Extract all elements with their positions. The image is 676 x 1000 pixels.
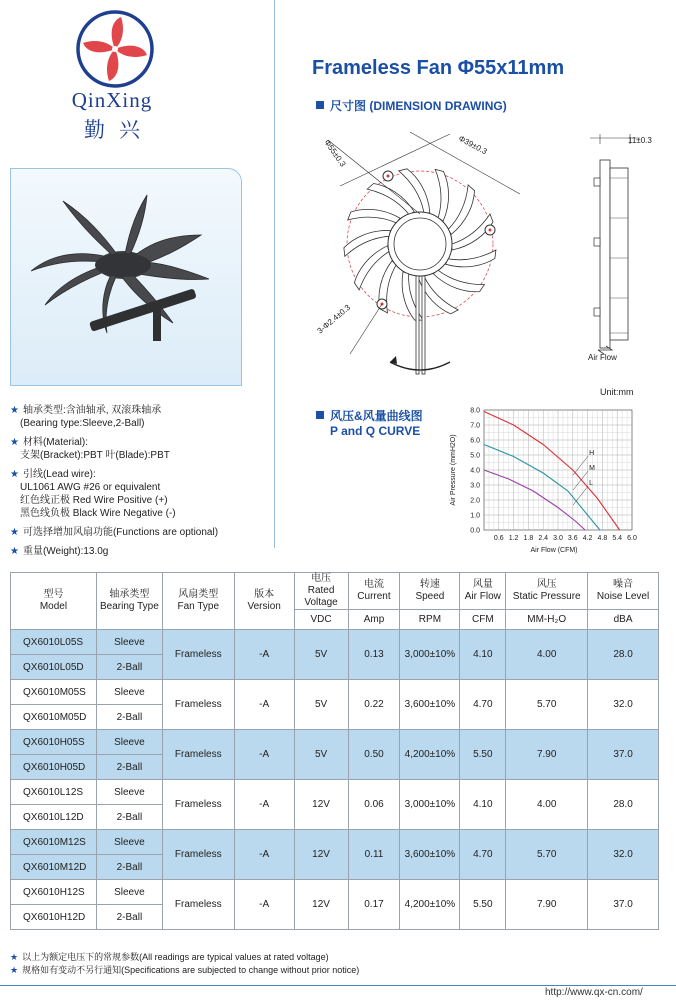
x-tick-label: 3.0	[553, 535, 563, 542]
pq-curve-chart	[446, 400, 656, 560]
star-bullet-icon: ★	[10, 469, 19, 480]
brand-name-en: QinXing	[71, 88, 153, 112]
x-tick-label: 1.2	[508, 535, 519, 542]
airflow-label: Air Flow	[588, 353, 617, 362]
spec-bearing: ★ 轴承类型:含油轴承, 双滚珠轴承 (Bearing type:Sleeve,2-Ball)	[10, 405, 162, 429]
x-tick-label: 0.6	[493, 535, 504, 542]
note-item: ★ 规格如有变动不另行通知(Specifications are subjected to change without prior notice)	[10, 965, 360, 975]
unit-label: Unit:mm	[600, 387, 634, 397]
x-tick-label: 4.8	[597, 535, 608, 542]
curve-heading-cn: 风压&风量曲线图	[330, 409, 423, 423]
spec-lead-wire: ★ 引线(Lead wire): UL1061 AWG #26 or equivalent 红色线正极 Red Wire Positive (+) 黑色线负极 Black Wire Negative (-)	[10, 469, 176, 519]
star-bullet-icon: ★	[10, 965, 19, 975]
holes-label: 3-Φ2.4±0.3	[315, 302, 353, 336]
header-airflow: 风量 Air Flow	[460, 573, 506, 610]
star-bullet-icon: ★	[10, 437, 19, 448]
spec-weight: ★ 重量(Weight):13.0g	[10, 546, 109, 557]
x-tick-label: 1.8	[523, 535, 534, 542]
y-axis-label: Air Pressure (mmH2O)	[450, 434, 457, 506]
brand-name-cn: 勤兴	[84, 118, 154, 142]
series-label-M: M	[589, 465, 595, 472]
spec-functions: ★ 可选择增加风扇功能(Functions are optional)	[10, 527, 219, 538]
chart-grid	[484, 410, 632, 530]
header-fan-type: 风扇类型 Fan Type	[162, 573, 234, 630]
dimension-heading-cn: 尺寸图	[330, 99, 367, 113]
unit-dba: dBA	[588, 610, 659, 630]
unit-rpm: RPM	[400, 610, 460, 630]
y-tick-label: 2.0	[470, 497, 480, 505]
header-bearing: 轴承类型 Bearing Type	[96, 573, 162, 630]
curve-heading-en: P and Q CURVE	[330, 424, 421, 438]
spec-table	[10, 572, 659, 930]
unit-vdc: VDC	[294, 610, 348, 630]
table-row: QX6010H12D 2-Ball	[11, 905, 659, 930]
unit-pressure: MM-H₂O	[506, 610, 588, 630]
outer-diameter-label: Φ55±0.3	[322, 137, 348, 169]
y-tick-label: 0.0	[470, 527, 480, 535]
spec-material: ★ 材料(Material): 支架(Bracket):PBT 叶(Blade):PBT	[10, 437, 170, 461]
x-tick-labels	[494, 535, 637, 542]
table-row: QX6010M12S Sleeve Frameless -A 12V 0.11 3,600±10% 4.70 5.70 32.0	[11, 830, 659, 855]
table-row: QX6010L05S Sleeve Frameless -A 5V 0.13 3,000±10% 4.10 4.00 28.0	[11, 630, 659, 655]
y-tick-label: 1.0	[470, 512, 480, 520]
divider	[274, 0, 275, 548]
star-bullet-icon: ★	[10, 405, 19, 416]
table-row: QX6010L12S Sleeve Frameless -A 12V 0.06 3,000±10% 4.10 4.00 28.0	[11, 780, 659, 805]
pinwheel-logo-icon	[62, 6, 172, 94]
table-row: QX6010H12S Sleeve Frameless -A 12V 0.17 4,200±10% 5.50 7.90 37.0	[11, 880, 659, 905]
square-bullet-icon	[316, 101, 324, 109]
inner-diameter-label: Φ39±0.3	[457, 133, 489, 157]
header-pressure: 风压 Static Pressure	[506, 573, 588, 610]
y-tick-label: 7.0	[470, 422, 480, 430]
unit-cfm: CFM	[460, 610, 506, 630]
table-row: QX6010M12D 2-Ball	[11, 855, 659, 880]
star-bullet-icon: ★	[10, 952, 19, 962]
header-speed: 转速 Speed	[400, 573, 460, 610]
header-current: 电流 Current	[348, 573, 400, 610]
note-item: ★ 以上为额定电压下的常规参数(All readings are typical values at rated voltage)	[10, 952, 329, 962]
series-label-L: L	[589, 480, 594, 487]
table-row: QX6010L05D 2-Ball	[11, 655, 659, 680]
website-link[interactable]: http://www.qx-cn.com/	[545, 987, 643, 998]
dimension-heading-en: (DIMENSION DRAWING)	[369, 99, 507, 113]
y-tick-label: 8.0	[470, 407, 480, 415]
y-tick-label: 6.0	[470, 437, 480, 445]
table-row: QX6010M05D 2-Ball	[11, 705, 659, 730]
footer-divider	[0, 985, 676, 986]
square-bullet-icon	[316, 411, 324, 419]
table-row: QX6010H05S Sleeve Frameless -A 5V 0.50 4,200±10% 5.50 7.90 37.0	[11, 730, 659, 755]
header-voltage: 电压 Rated Voltage	[294, 573, 348, 610]
header-version: 版本 Version	[234, 573, 294, 630]
star-bullet-icon: ★	[10, 527, 19, 538]
y-tick-label: 4.0	[470, 467, 480, 475]
table-row: QX6010L12D 2-Ball	[11, 805, 659, 830]
header-model: 型号 Model	[11, 573, 97, 630]
header-noise: 噪音 Noise Level	[588, 573, 659, 610]
dimension-drawing	[310, 118, 670, 388]
star-bullet-icon: ★	[10, 546, 19, 557]
spec-list	[10, 404, 272, 564]
y-tick-labels	[470, 408, 480, 535]
footer-notes	[10, 951, 359, 977]
y-tick-label: 3.0	[470, 482, 480, 490]
page-title: Frameless Fan Φ55x11mm	[312, 57, 565, 79]
x-tick-label: 5.4	[612, 535, 623, 542]
x-tick-label: 2.4	[538, 535, 549, 542]
fan-photo-icon	[11, 169, 242, 386]
y-tick-label: 5.0	[470, 452, 480, 460]
dimension-heading	[316, 97, 507, 114]
table-row: QX6010H05D 2-Ball	[11, 755, 659, 780]
product-photo	[10, 168, 242, 386]
x-tick-label: 6.0	[627, 535, 637, 542]
unit-amp: Amp	[348, 610, 400, 630]
x-tick-label: 3.6	[567, 535, 578, 542]
series-label-H: H	[589, 450, 595, 457]
x-axis-label: Air Flow (CFM)	[530, 547, 578, 554]
x-tick-label: 4.2	[582, 535, 593, 542]
curve-heading	[316, 407, 423, 424]
table-row: QX6010M05S Sleeve Frameless -A 5V 0.22 3,600±10% 4.70 5.70 32.0	[11, 680, 659, 705]
thickness-label: 11±0.3	[628, 136, 652, 145]
